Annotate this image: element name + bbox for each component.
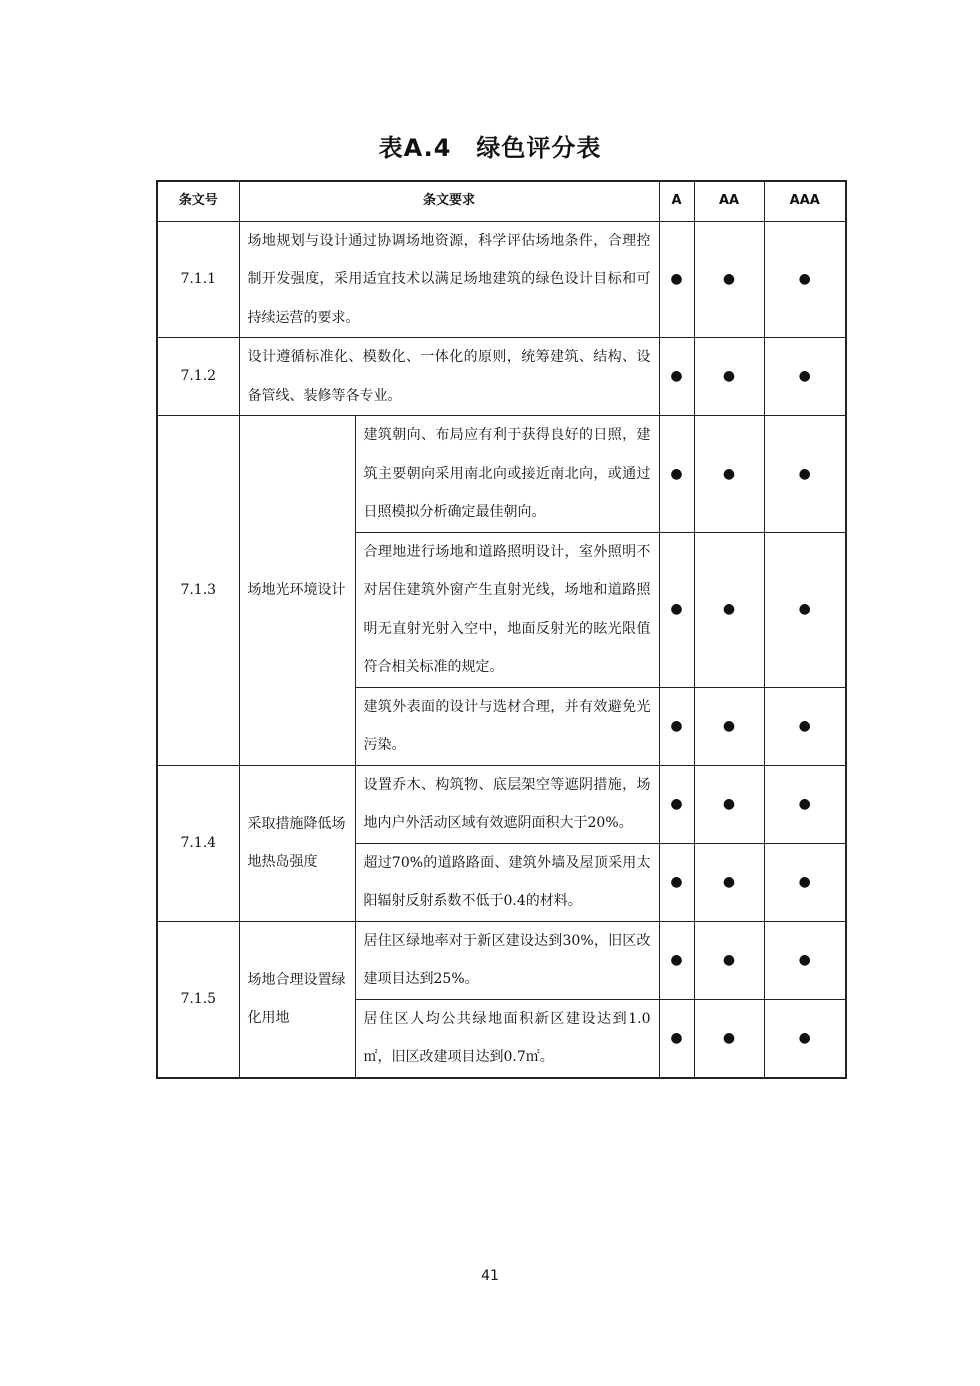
dot-aaa: ● — [764, 687, 846, 765]
dot-aa: ● — [694, 338, 764, 416]
clause-code: 7.1.2 — [157, 338, 239, 416]
dot-a: ● — [659, 221, 694, 338]
table-row — [157, 921, 846, 999]
clause-code: 7.1.3 — [157, 416, 239, 766]
clause-item: 合理地进行场地和道路照明设计，室外照明不对居住建筑外窗产生直射光线，场地和道路照明无直射光射入空中，地面反射光的眩光限值符合相关标准的规定。 — [355, 532, 659, 687]
table-title: 表A.4 绿色评分表 — [378, 134, 602, 162]
green-score-table — [156, 180, 847, 1079]
clause-item: 建筑朝向、布局应有利于获得良好的日照，建筑主要朝向采用南北向或接近南北向，或通过日照模拟分析确定最佳朝向。 — [355, 416, 659, 533]
clause-subject: 采取措施降低场地热岛强度 — [239, 765, 355, 921]
page-number: 41 — [481, 1268, 499, 1284]
dot-a: ● — [659, 416, 694, 533]
clause-item: 超过70%的道路路面、建筑外墙及屋顶采用太阳辐射反射系数不低于0.4的材料。 — [355, 843, 659, 921]
dot-aaa: ● — [764, 765, 846, 843]
dot-aa: ● — [694, 532, 764, 687]
dot-a: ● — [659, 338, 694, 416]
header-code: 条文号 — [157, 181, 239, 221]
dot-aa: ● — [694, 221, 764, 338]
dot-aa: ● — [694, 416, 764, 533]
clause-text: 场地规划与设计通过协调场地资源，科学评估场地条件，合理控制开发强度，采用适宜技术以满足场地建筑的绿色设计目标和可持续运营的要求。 — [239, 221, 659, 338]
dot-aaa: ● — [764, 338, 846, 416]
header-row — [157, 181, 846, 221]
dot-aa: ● — [694, 921, 764, 999]
dot-aaa: ● — [764, 416, 846, 533]
clause-text: 设计遵循标准化、模数化、一体化的原则，统筹建筑、结构、设备管线、装修等各专业。 — [239, 338, 659, 416]
header-aaa: AAA — [764, 181, 846, 221]
dot-a: ● — [659, 843, 694, 921]
table-row — [157, 221, 846, 338]
clause-code: 7.1.4 — [157, 765, 239, 921]
clause-item: 设置乔木、构筑物、底层架空等遮阴措施，场地内户外活动区域有效遮阴面积大于20%。 — [355, 765, 659, 843]
table-row — [157, 416, 846, 533]
clause-subject: 场地合理设置绿化用地 — [239, 921, 355, 1078]
dot-aa: ● — [694, 765, 764, 843]
clause-code: 7.1.1 — [157, 221, 239, 338]
dot-a: ● — [659, 532, 694, 687]
dot-aa: ● — [694, 843, 764, 921]
dot-aaa: ● — [764, 532, 846, 687]
header-a: A — [659, 181, 694, 221]
dot-aa: ● — [694, 687, 764, 765]
dot-a: ● — [659, 921, 694, 999]
clause-code: 7.1.5 — [157, 921, 239, 1078]
dot-aaa: ● — [764, 999, 846, 1078]
dot-aaa: ● — [764, 921, 846, 999]
header-requirement: 条文要求 — [239, 181, 659, 221]
dot-aaa: ● — [764, 843, 846, 921]
dot-a: ● — [659, 999, 694, 1078]
table-row — [157, 338, 846, 416]
dot-a: ● — [659, 687, 694, 765]
header-aa: AA — [694, 181, 764, 221]
dot-aa: ● — [694, 999, 764, 1078]
dot-aaa: ● — [764, 221, 846, 338]
dot-a: ● — [659, 765, 694, 843]
table-row — [157, 765, 846, 843]
clause-item: 居住区绿地率对于新区建设达到30%，旧区改建项目达到25%。 — [355, 921, 659, 999]
clause-subject: 场地光环境设计 — [239, 416, 355, 766]
clause-item: 居住区人均公共绿地面积新区建设达到1.0㎡，旧区改建项目达到0.7㎡。 — [355, 999, 659, 1078]
clause-item: 建筑外表面的设计与选材合理，并有效避免光污染。 — [355, 687, 659, 765]
